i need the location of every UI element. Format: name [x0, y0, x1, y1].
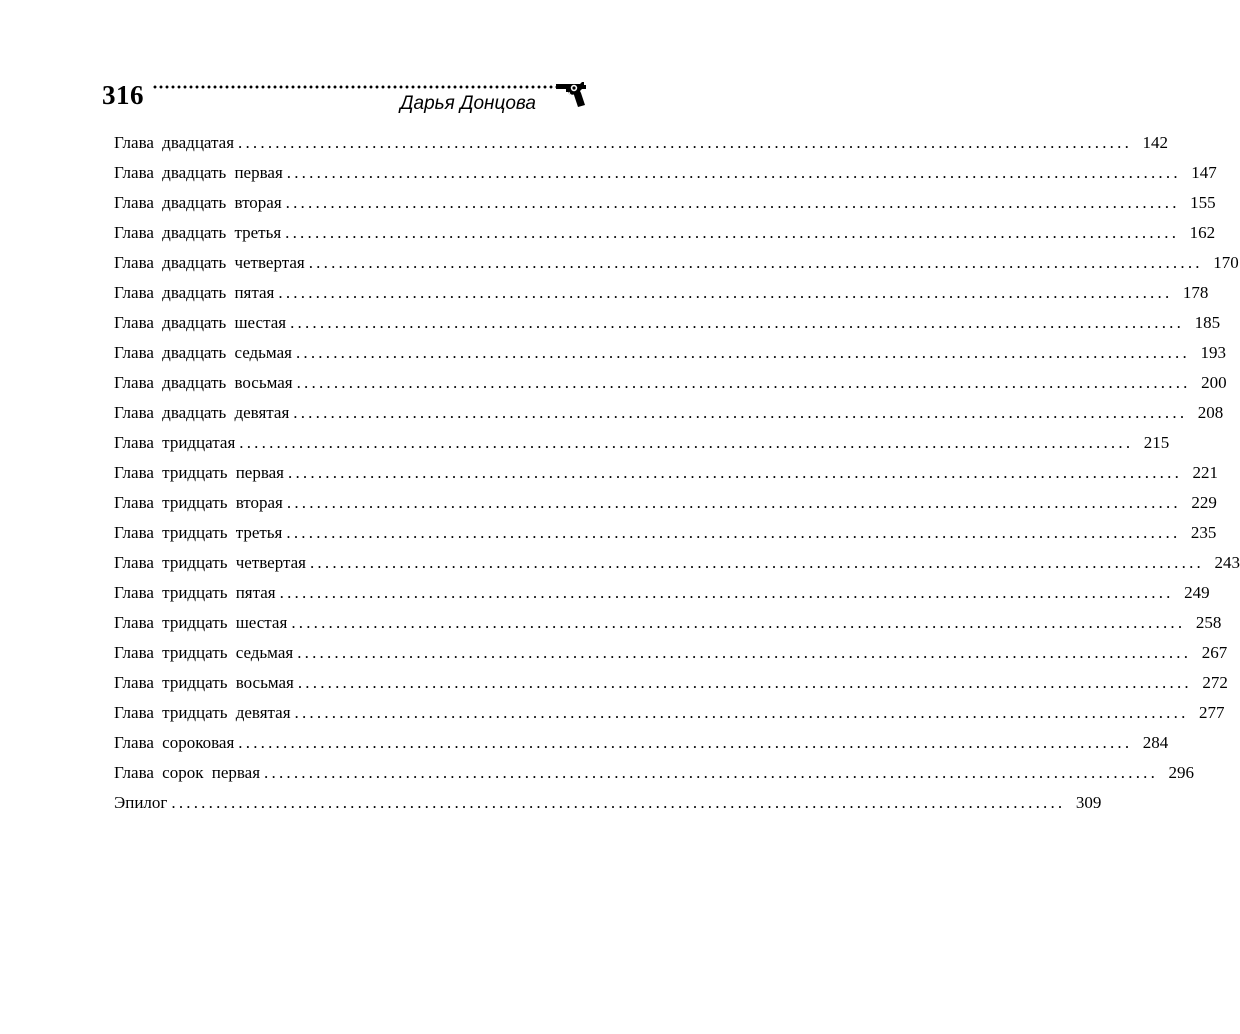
toc-dot-leader: ........................................................................................................................ [308, 253, 1203, 272]
toc-dot-leader: ........................................................................................................................ [264, 763, 1159, 782]
toc-entry [114, 398, 1224, 428]
toc-entry [114, 458, 1219, 488]
author-name: Дарья Донцова [400, 93, 536, 114]
toc-entry [114, 698, 1225, 728]
toc-entry-title: Глава двадцать третья [114, 223, 282, 242]
toc-entry-title: Глава двадцать шестая [114, 313, 287, 332]
toc-entry [114, 548, 1240, 578]
toc-entry-title: Глава тридцать шестая [114, 613, 288, 632]
toc-entry-title: Глава сорок первая [114, 763, 261, 782]
toc-entry-page: 155 [1190, 193, 1216, 212]
toc-entry [114, 728, 1169, 758]
toc-dot-leader: ........................................................................................................................ [286, 493, 1181, 512]
toc-entry-title: Глава сороковая [114, 733, 235, 752]
toc-entry [114, 608, 1222, 638]
toc-entry-page: 235 [1190, 523, 1217, 542]
toc-entry-title: Глава тридцать вторая [114, 493, 283, 512]
toc-dot-leader: ........................................................................................................................ [297, 643, 1192, 662]
toc-entry-page: 249 [1184, 583, 1210, 602]
toc-dot-leader: ........................................................................................................................ [171, 793, 1066, 812]
toc-entry-title: Глава тридцать пятая [114, 583, 276, 602]
toc-entry-page: 215 [1143, 433, 1170, 452]
toc-entry [114, 488, 1217, 518]
toc-entry-title: Глава тридцать первая [114, 463, 285, 482]
toc-entry-page: 193 [1200, 343, 1226, 362]
toc-entry [114, 428, 1170, 458]
toc-entry-title: Глава тридцать третья [114, 523, 283, 542]
header-dotted-rule [152, 85, 560, 89]
toc-dot-leader: ........................................................................................................................ [290, 313, 1185, 332]
toc-entry-page: 142 [1142, 133, 1169, 152]
toc-entry [114, 638, 1228, 668]
toc-entry [114, 248, 1239, 278]
toc-entry-page: 178 [1182, 283, 1209, 302]
toc-entry-page: 221 [1192, 463, 1219, 482]
toc-entry-title: Глава двадцать вторая [114, 193, 282, 212]
toc-entry-title: Глава двадцатая [114, 133, 235, 152]
toc-entry-title: Глава тридцать восьмая [114, 673, 294, 692]
toc-entry-title: Глава тридцатая [114, 433, 236, 452]
toc-entry-title: Эпилог [114, 793, 168, 812]
toc-entry [114, 278, 1209, 308]
toc-entry-title: Глава тридцать седьмая [114, 643, 294, 662]
toc-dot-leader: ........................................................................................................................ [239, 433, 1134, 452]
toc-entry-title: Глава двадцать девятая [114, 403, 290, 422]
toc-entry-title: Глава тридцать девятая [114, 703, 291, 722]
toc-entry-page: 243 [1214, 553, 1240, 572]
toc-entry-title: Глава двадцать седьмая [114, 343, 292, 362]
toc-entry-page: 296 [1168, 763, 1195, 782]
toc-entry-page: 229 [1191, 493, 1217, 512]
toc-entry [114, 158, 1217, 188]
toc-entry-page: 170 [1213, 253, 1239, 272]
toc-entry-page: 309 [1075, 793, 1102, 812]
toc-entry-title: Глава двадцать четвертая [114, 253, 305, 272]
toc-dot-leader: ........................................................................................................................ [294, 703, 1189, 722]
toc-entry [114, 668, 1228, 698]
toc-entry [114, 518, 1217, 548]
toc-entry-page: 272 [1202, 673, 1228, 692]
toc-entry [114, 758, 1195, 788]
toc-entry-title: Глава двадцать восьмая [114, 373, 293, 392]
toc-entry-page: 162 [1189, 223, 1216, 242]
toc-entry-page: 267 [1201, 643, 1228, 662]
toc-dot-leader: ........................................................................................................................ [278, 283, 1173, 302]
toc-entry [114, 338, 1226, 368]
table-of-contents [114, 128, 1240, 818]
running-header [102, 76, 588, 118]
toc-entry [114, 788, 1102, 818]
toc-dot-leader: ........................................................................................................................ [238, 733, 1133, 752]
toc-dot-leader: ........................................................................................................................ [285, 223, 1180, 242]
toc-dot-leader: ........................................................................................................................ [288, 463, 1183, 482]
toc-entry [114, 368, 1227, 398]
toc-dot-leader: ........................................................................................................................ [293, 403, 1188, 422]
toc-entry [114, 188, 1216, 218]
toc-dot-leader: ........................................................................................................................ [297, 673, 1192, 692]
toc-entry-page: 200 [1201, 373, 1227, 392]
toc-dot-leader: ........................................................................................................................ [291, 613, 1186, 632]
toc-dot-leader: ........................................................................................................................ [309, 553, 1204, 572]
toc-entry-page: 185 [1194, 313, 1221, 332]
toc-dot-leader: ........................................................................................................................ [296, 373, 1191, 392]
toc-entry [114, 308, 1221, 338]
toc-entry-title: Глава двадцать пятая [114, 283, 275, 302]
toc-entry [114, 218, 1216, 248]
toc-entry-page: 208 [1197, 403, 1224, 422]
toc-entry [114, 128, 1169, 158]
toc-entry-page: 284 [1142, 733, 1169, 752]
toc-entry-title: Глава двадцать первая [114, 163, 283, 182]
toc-dot-leader: ........................................................................................................................ [238, 133, 1133, 152]
toc-entry-page: 277 [1199, 703, 1225, 722]
toc-entry-title: Глава тридцать четвертая [114, 553, 306, 572]
toc-entry-page: 258 [1195, 613, 1222, 632]
page-number: 316 [102, 80, 144, 110]
toc-entry-page: 147 [1191, 163, 1217, 182]
revolver-icon [554, 80, 588, 108]
toc-dot-leader: ........................................................................................................................ [295, 343, 1190, 362]
toc-dot-leader: ........................................................................................................................ [286, 163, 1181, 182]
toc-dot-leader: ........................................................................................................................ [279, 583, 1174, 602]
toc-dot-leader: ........................................................................................................................ [285, 193, 1180, 212]
toc-entry [114, 578, 1210, 608]
toc-dot-leader: ........................................................................................................................ [286, 523, 1181, 542]
